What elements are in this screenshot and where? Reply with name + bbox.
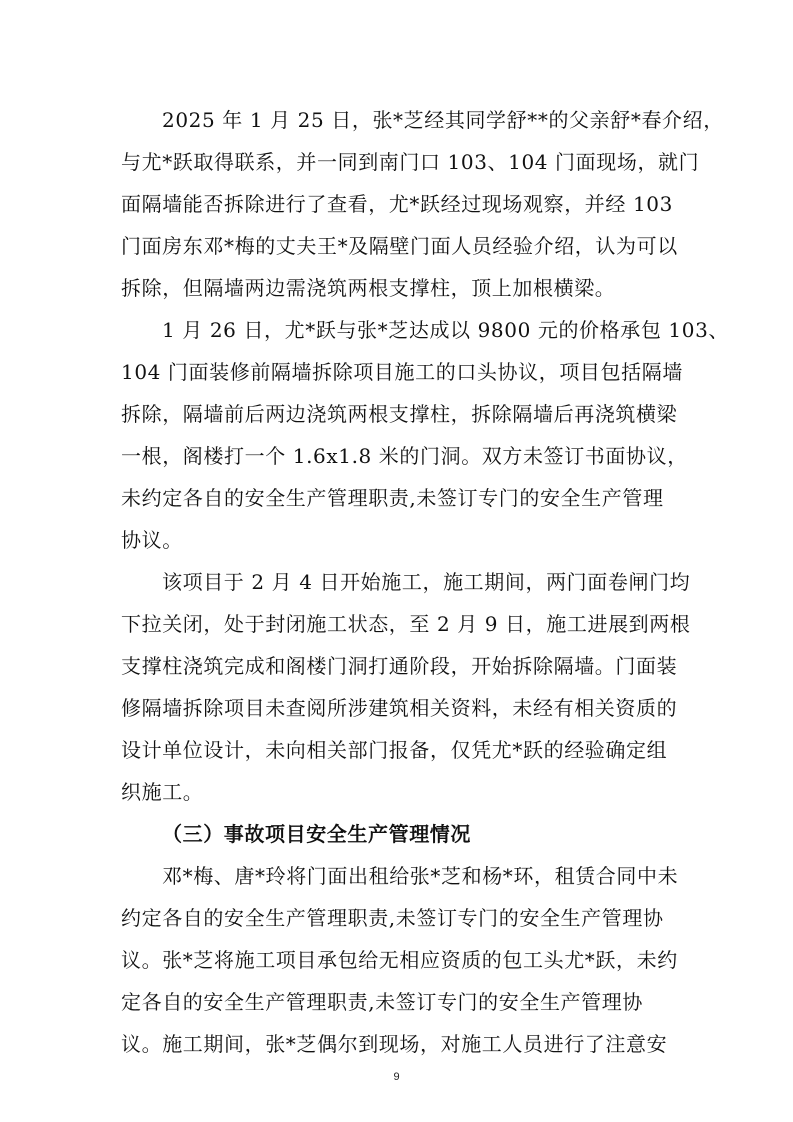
paragraph-2-line-2: 104 门面装修前隔墙拆除项目施工的口头协议，项目包括隔墙	[121, 360, 683, 384]
section-heading: （三）事故项目安全生产管理情况	[162, 822, 471, 846]
paragraph-1-line-5: 拆除，但隔墙两边需浇筑两根支撑柱，顶上加根横梁。	[121, 276, 616, 300]
paragraph-3-line-4: 修隔墙拆除项目未查阅所涉建筑相关资料，未经有相关资质的	[121, 696, 678, 720]
paragraph-4-line-4: 定各自的安全生产管理职责,未签订专门的安全生产管理协	[121, 990, 643, 1014]
paragraph-4-line-3: 议。张*芝将施工项目承包给无相应资质的包工头尤*跃，未约	[121, 948, 678, 972]
paragraph-1-line-1: 2025 年 1 月 25 日，张*芝经其同学舒**的父亲舒*春介绍，	[162, 108, 724, 132]
paragraph-3-line-2: 下拉关闭，处于封闭施工状态，至 2 月 9 日，施工进展到两根	[121, 612, 691, 636]
paragraph-2-line-4: 一根，阁楼打一个 1.6x1.8 米的门洞。双方未签订书面协议，	[121, 444, 688, 468]
paragraph-4-line-5: 议。施工期间，张*芝偶尔到现场，对施工人员进行了注意安	[121, 1032, 668, 1056]
paragraph-2-line-5: 未约定各自的安全生产管理职责,未签订专门的安全生产管理	[121, 486, 664, 510]
page-number: 9	[393, 1071, 400, 1083]
paragraph-1-line-3: 面隔墙能否拆除进行了查看，尤*跃经过现场观察，并经 103	[121, 192, 673, 216]
paragraph-3-line-3: 支撑柱浇筑完成和阁楼门洞打通阶段，开始拆除隔墙。门面装	[121, 654, 678, 678]
paragraph-2-line-1: 1 月 26 日，尤*跃与张*芝达成以 9800 元的价格承包 103、	[162, 318, 729, 342]
paragraph-3-line-5: 设计单位设计，未向相关部门报备，仅凭尤*跃的经验确定组	[121, 738, 668, 762]
paragraph-3-line-1: 该项目于 2 月 4 日开始施工，施工期间，两门面卷闸门均	[162, 570, 691, 594]
paragraph-1-line-2: 与尤*跃取得联系，并一同到南门口 103、104 门面现场，就门	[121, 150, 700, 174]
paragraph-1-line-4: 门面房东邓*梅的丈夫王*及隔壁门面人员经验介绍，认为可以	[121, 234, 678, 258]
paragraph-4-line-2: 约定各自的安全生产管理职责,未签订专门的安全生产管理协	[121, 906, 664, 930]
paragraph-2-line-3: 拆除，隔墙前后两边浇筑两根支撑柱，拆除隔墙后再浇筑横梁	[121, 402, 678, 426]
paragraph-4-line-1: 邓*梅、唐*玲将门面出租给张*芝和杨*环，租赁合同中未	[162, 864, 679, 888]
paragraph-2-line-6: 协议。	[121, 528, 183, 552]
paragraph-3-line-6: 织施工。	[121, 780, 204, 804]
